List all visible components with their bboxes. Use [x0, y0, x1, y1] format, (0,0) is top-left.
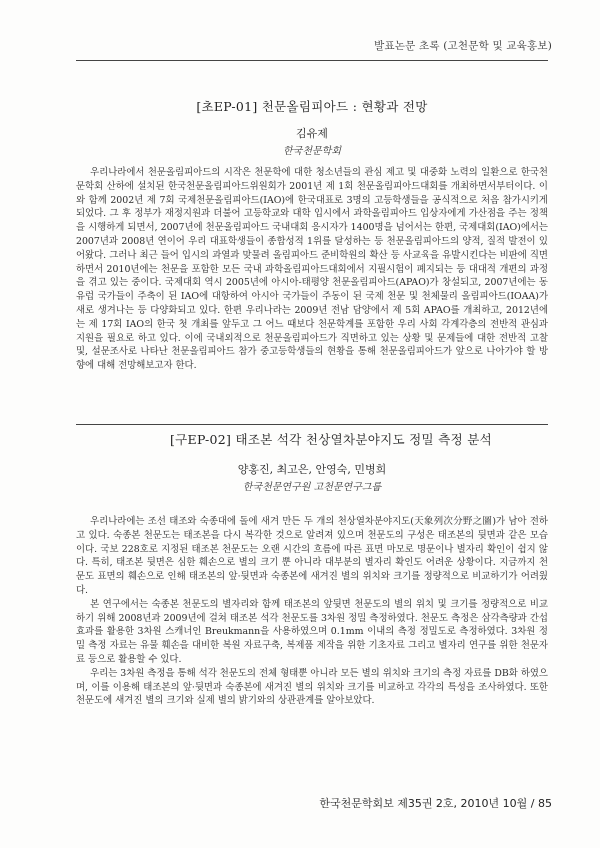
abstract-title: [구EP-02] 태조본 석각 천상열차분야지도 정밀 측정 분석 [170, 432, 492, 447]
abstract-body [76, 166, 548, 373]
abstract-paragraph: 우리나라에서 천문올림피아드의 시작은 천문학에 대한 청소년들의 관심 제고 및 대중화 노력의 일환으로 한국천문학회 산하에 설치된 한국천문올림피아드위원회가 2001년 제 1회 천문올림피아드대회를 개최하면서부터이다. 이와 함께 2002년 제 7회 국제천문올림피아드(IAO)에 한국대표로 3명의 고등학생들을 공식적으로 처음 참가시키게 되었다. 그 후 정부가 재정지원과 더불어 고등학교와 대학 입시에서 과학올림피아드 입상자에게 가산점을 주는 정책을 시행하게 되면서, 2007년에 천문올림피아드 국내대회 응시자가 1400명을 넘어서는 한편, 국제대회(IAO)에서는 2007년과 2008년 연이어 우리 대표학생들이 종합성적 1위를 달성하는 등 천문올림피아드의 양적, 질적 발전이 있어왔다. 그러나 최근 들어 입시의 과열과 맞물려 올림피아드 준비학원의 확산 등 사교육을 유발시킨다는 비판에 직면하면서 2010년에는 천문을 포함한 모든 국내 과학올림피아드대회에서 지필시험이 폐지되는 등 대대적 개편의 과정을 겪고 있는 중이다. 국제대회 역시 2005년에 아시아-태평양 천문올림피아드(APAO)가 창설되고, 2007년에는 동유럽 국가들이 주축이 된 IAO에 대항하여 아시아 국가들이 주동이 된 국제 천문 및 천체물리 올림피아드(IOAA)가 새로 생겨나는 등 다양화되고 있다. 한편 우리나라는 2009년 전남 담양에서 제 5회 APAO를 개최하고, 2012년에는 제 17회 IAO의 한국 첫 개최를 앞두고 그 어느 때보다 천문학계를 포함한 우리 사회 각계각층의 전반적 관심과 지원을 필요로 하고 있다. 이에 국내외적으로 천문올림피아드가 직면하고 있는 상황 및 문제들에 대한 전반적 고찰 및, 설문조사로 나타난 천문올림피아드 참가 중고등학생들의 현황을 통해 천문올림피아드가 앞으로 나아가야 할 방향에 대해 전망해보고자 한다. [76, 167, 548, 372]
page-footer: 한국천문학회보 제35권 2호, 2010년 10월 / 85 [319, 797, 552, 810]
abstract-paragraph: 본 연구에서는 숙종본 천문도의 별자리와 함께 태조본의 앞뒷면 천문도의 별의 위치 및 크기를 정량적으로 비교하기 위해 2008년과 2009년에 걸쳐 태조본 석각 천문도를 3차원 정밀 측정하였다. 천문도 측정은 삼각측량과 간섭효과를 활용한 3차원 스캐너인 Breukmann을 사용하였으며 0.1mm 이내의 측정 정밀도로 측정하였다. 3차원 정밀 측정 자료는 유물 훼손을 대비한 복원 자료구축, 복제품 제작을 위한 기초자료 그리고 별자리 연구를 위한 천문자료 등으로 활용할 수 있다. [76, 598, 548, 665]
abstract-body [76, 515, 548, 708]
header-rule [76, 60, 548, 61]
abstract-affiliation: 한국천문학회 [283, 146, 341, 157]
section-divider [76, 424, 548, 425]
running-header: 발표논문 초록 (고천문학 및 교육홍보) [374, 40, 552, 52]
abstract-authors: 김유제 [296, 127, 328, 140]
abstract-affiliation: 한국천문연구원 고천문연구그룹 [242, 482, 382, 493]
abstract-paragraph: 우리는 3차원 측정을 통해 석각 천문도의 전체 형태뿐 아니라 모든 별의 위치와 크기의 측정 자료를 DB화 하였으며, 이를 이용해 태조본의 앞·뒷면과 숙종본에 새겨진 별의 위치와 크기를 비교하고 각각의 특성을 조사하였다. 또한 천문도에 새겨진 별의 크기와 실제 별의 밝기와의 상관관계를 알아보았다. [76, 667, 548, 707]
abstract-authors: 양홍진, 최고은, 안영숙, 민병희 [237, 463, 387, 476]
abstract-paragraph: 우리나라에는 조선 태조와 숙종대에 돌에 새겨 만든 두 개의 천상열차분야지도(天象列次分野之圖)가 남아 전하고 있다. 숙종본 천문도는 태조본을 다시 복각한 것으로 알려져 있으며 천문도의 구성은 태조본의 뒷면과 같은 모습이다. 국보 228호로 지정된 태조본 천문도는 오랜 시간의 흐름에 따른 표면 마모로 명문이나 별자리 확인이 쉽지 않다. 특히, 태조본 뒷면은 심한 훼손으로 별의 크기 뿐 아니라 대부분의 별자리 확인도 어려운 상황이다. 지금까지 천문도 표면의 훼손으로 인해 태조본의 앞·뒷면과 숙종본에 새겨진 별의 위치와 크기를 정량적으로 비교하기가 어려웠다. [76, 516, 548, 596]
abstract-title: [초EP-01] 천문올림피아드 : 현황과 전망 [196, 99, 428, 114]
